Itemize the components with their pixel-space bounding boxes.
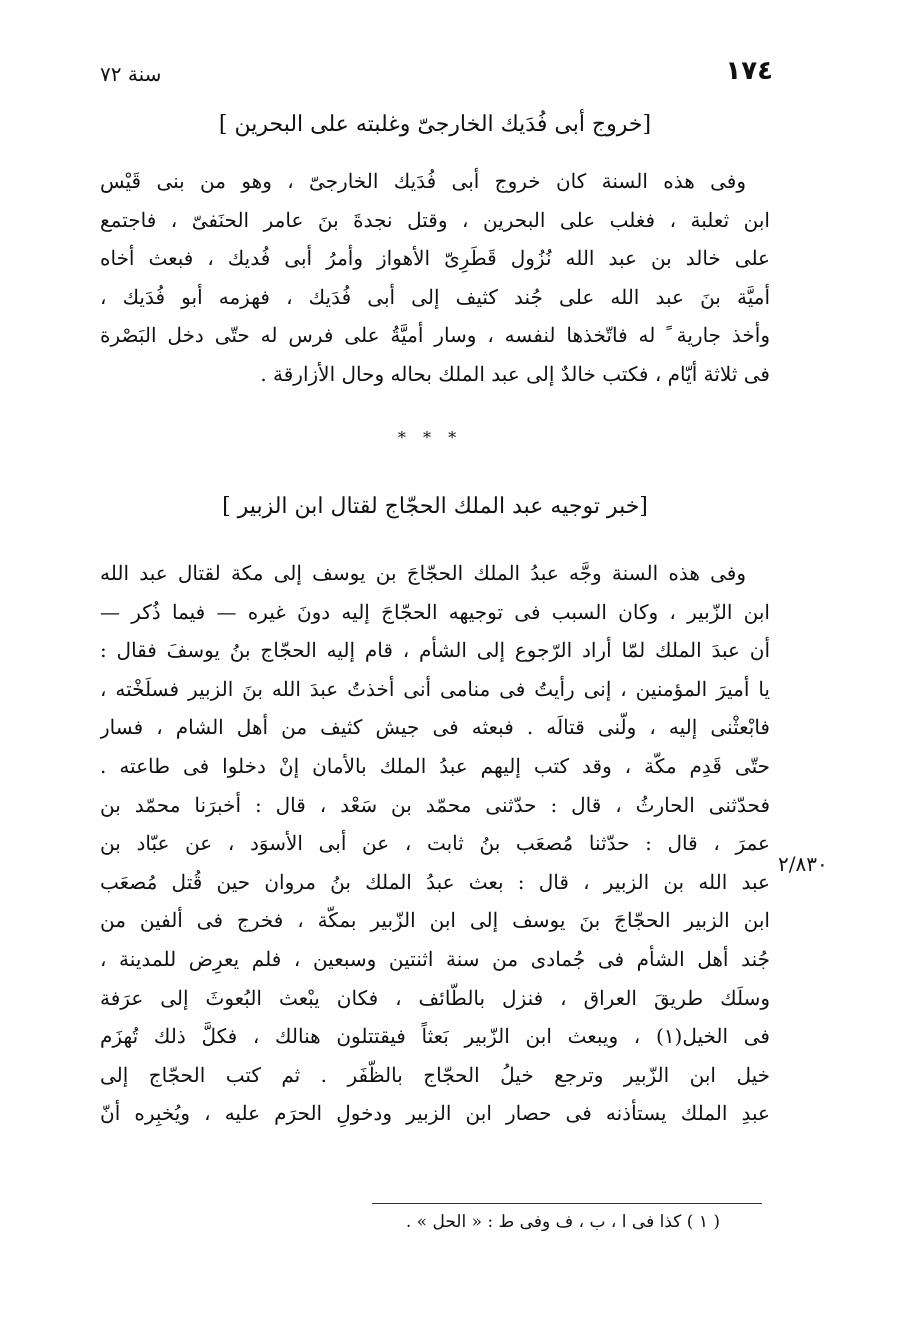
text-line: أن عبدَ الملك لمّا أراد الرّجوع إلى الشأم ، قام إليه الحجّاج بنُ يوسفَ فقال : bbox=[100, 638, 770, 663]
text-line: عبد الله بن الزبير ، قال : بعث عبدُ الملك بنُ مروان حين قُتل مُصعَب bbox=[100, 869, 770, 894]
text-line: خيل ابن الزّبير وترجع خيلُ الحجّاج بالظّفَر . ثم كتب الحجّاج إلى bbox=[100, 1062, 770, 1087]
text-line: فابْعثْنى إليه ، ولّنى قتالَه . فبعثه فى جيش كثيف من أهل الشام ، فسار bbox=[100, 715, 770, 740]
section-title-2: [خبر توجيه عبد الملك الحجّاج لقتال ابن الزبير ] bbox=[222, 494, 648, 519]
text-line: على خالد بن عبد الله نُزُول قَطَرِىّ الأهواز وأمرُ أبى فُديك ، فبعث أخاه bbox=[100, 246, 770, 271]
section-2-body bbox=[100, 554, 770, 1133]
page-number: ١٧٤ bbox=[725, 56, 773, 86]
text-line: أميَّة بنَ عبد الله على جُند كثيف إلى أبى فُدَيك ، فهزمه أبو فُدَيك ، bbox=[100, 284, 770, 309]
margin-page-reference: ٢/٨٣٠ bbox=[778, 852, 828, 876]
section-separator: * * * bbox=[397, 428, 463, 447]
footnote: ( ١ ) كذا فى ا ، ب ، ف وفى ط : « الحل » . bbox=[405, 1212, 720, 1232]
section-title-1: [خروج أبى فُدَيك الخارجىّ وغلبته على البحرين ] bbox=[218, 112, 652, 137]
year-label: سنة ٧٢ bbox=[100, 62, 162, 86]
text-line: وفى هذه السنة وجَّه عبدُ الملك الحجّاجَ بن يوسف إلى مكة لقتال عبد الله bbox=[100, 561, 746, 585]
text-line: عمرَ ، قال : حدّثنا مُصعَب بنُ ثابت ، عن أبى الأسوَد ، عن عبّاد بن bbox=[100, 831, 770, 856]
text-line: وفى هذه السنة كان خروج أبى فُدَيك الخارجىّ ، وهو من بنى قَيْس bbox=[100, 169, 746, 193]
text-line: فحدّثنى الحارثُ ، قال : حدّثنى محمّد بن سَعْد ، قال : أخبرَنا محمّد بن bbox=[100, 792, 770, 817]
text-line: فى الخيل(١) ، ويبعث ابن الزّبير بَعثاً فيقتتلون هنالك ، فكلَّ ذلك تُهزَم bbox=[100, 1024, 770, 1049]
text-line: وسلَك طريقَ العراق ، فنزل بالطّائف ، فكان يبْعث البُعوثَ إلى عرَفة bbox=[100, 985, 770, 1010]
section-1-body bbox=[100, 162, 770, 394]
text-line: وأخذ جارية ً له فاتّخذها لنفسه ، وسار أميَّةُ على فرس له حتّى دخل البَصْرة bbox=[100, 323, 770, 348]
text-line: فى ثلاثة أيّام ، فكتب خالدٌ إلى عبد الملك بحاله وحال الأزارقة . bbox=[260, 361, 770, 386]
text-line: يا أميرَ المؤمنين ، إنى رأيتُ فى منامى أنى أخذتُ عبدَ الله بنَ الزبير فسلَخْته ، bbox=[100, 676, 770, 701]
footnote-divider bbox=[372, 1203, 762, 1204]
text-line: ابن ثعلبة ، فغلب على البحرين ، وقتل نجدةَ بنَ عامر الحنَفىّ ، فاجتمع bbox=[100, 207, 770, 232]
text-line: ابن الزّبير ، وكان السبب فى توجيهه الحجّاجَ إليه دونَ غيره — فيما ذُكر — bbox=[100, 599, 770, 624]
text-line: جُند أهل الشأم فى جُمادى من سنة اثنتين وسبعين ، فلم يعرِض للمدينة ، bbox=[100, 946, 770, 971]
text-line: حتّى قَدِم مكّة ، وقد كتب إليهم عبدُ الملك بالأمان إنْ دخلوا فى طاعته . bbox=[100, 753, 770, 778]
text-line: عبدِ الملك يستأذنه فى حصار ابن الزبير ودخولِ الحرَم عليه ، ويُخبِره أنّ bbox=[100, 1101, 770, 1126]
text-line: ابن الزبير الحجّاجَ بنَ يوسف إلى ابن الزّبير بمكّة ، فخرج فى ألفين من bbox=[100, 908, 770, 933]
